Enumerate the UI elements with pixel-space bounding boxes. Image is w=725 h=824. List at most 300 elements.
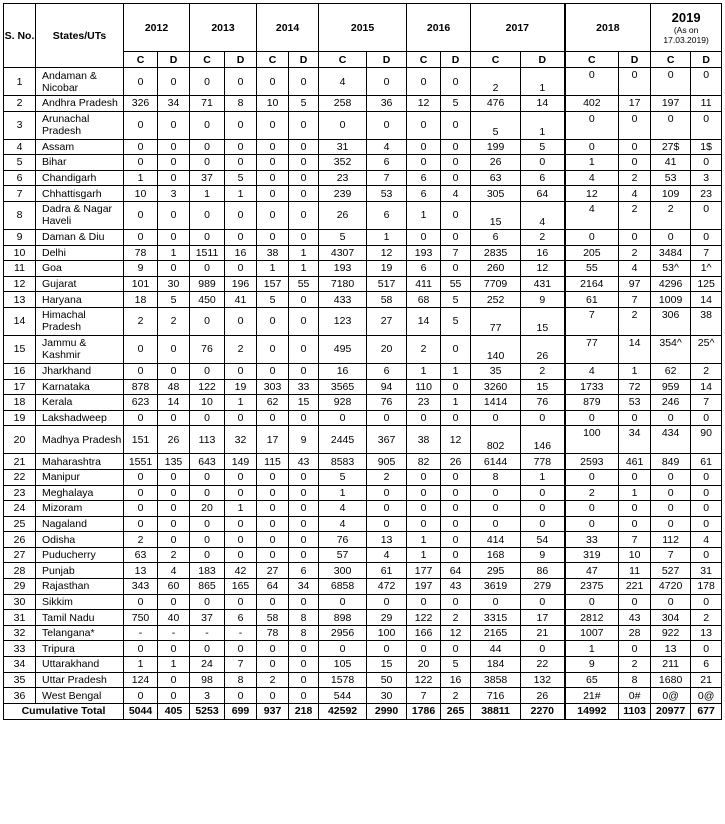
cases-cell: 4296 (651, 276, 691, 292)
cases-cell: 0 (190, 201, 225, 229)
cases-cell: 3315 (471, 610, 521, 626)
deaths-cell: 0 (521, 155, 565, 171)
cases-cell: 0 (565, 410, 619, 426)
cases-cell: 12 (407, 96, 441, 112)
cases-cell: 0 (471, 410, 521, 426)
deaths-cell: 0 (441, 139, 471, 155)
total-cell: 42592 (319, 703, 367, 719)
deaths-cell: 28 (619, 625, 651, 641)
row-number: 30 (4, 594, 36, 610)
cases-cell: 0 (124, 641, 158, 657)
deaths-cell: 7 (691, 245, 722, 261)
cases-cell: 0 (257, 307, 289, 335)
deaths-cell: 14 (619, 335, 651, 363)
state-name: Dadra & Nagar Haveli (36, 201, 124, 229)
cases-cell: 0 (190, 532, 225, 548)
cases-cell: 0 (257, 532, 289, 548)
cases-cell: 53^ (651, 261, 691, 277)
c-header: C (407, 52, 441, 68)
cases-cell: 1 (124, 170, 158, 186)
state-name: Chandigarh (36, 170, 124, 186)
cases-cell: 0 (257, 111, 289, 139)
cases-cell: 2165 (471, 625, 521, 641)
cases-cell: 41 (651, 155, 691, 171)
row-number: 21 (4, 454, 36, 470)
deaths-cell: 2 (367, 469, 407, 485)
row-number: 11 (4, 261, 36, 277)
state-name: Jammu & Kashmir (36, 335, 124, 363)
deaths-cell: 6 (367, 363, 407, 379)
cases-cell: 168 (471, 547, 521, 563)
cases-cell: 0 (257, 485, 289, 501)
deaths-cell: 0 (289, 547, 319, 563)
deaths-cell: 1 (225, 186, 257, 202)
state-name: Himachal Pradesh (36, 307, 124, 335)
cases-cell: 0 (407, 641, 441, 657)
total-cell: 5044 (124, 703, 158, 719)
d-header: D (367, 52, 407, 68)
deaths-cell: 2 (691, 363, 722, 379)
deaths-cell: 64 (521, 186, 565, 202)
total-cell: 5253 (190, 703, 225, 719)
cases-cell: 0 (565, 111, 619, 139)
cases-cell: 184 (471, 657, 521, 673)
table-row (4, 688, 722, 704)
deaths-cell: 27 (367, 307, 407, 335)
year-header: 2017 (471, 4, 565, 52)
deaths-cell: 0 (289, 469, 319, 485)
cases-cell: 928 (319, 395, 367, 411)
state-name: Lakshadweep (36, 410, 124, 426)
deaths-cell: 6 (521, 170, 565, 186)
deaths-cell: 196 (225, 276, 257, 292)
deaths-cell: 165 (225, 579, 257, 595)
cases-cell: 20 (407, 657, 441, 673)
table-row (4, 292, 722, 308)
deaths-cell: 0 (225, 594, 257, 610)
deaths-cell: 26 (521, 335, 565, 363)
cases-cell: 716 (471, 688, 521, 704)
cases-cell: 0 (407, 594, 441, 610)
total-cell: 699 (225, 703, 257, 719)
cases-cell: 193 (319, 261, 367, 277)
cases-cell: 211 (651, 657, 691, 673)
cases-cell: 544 (319, 688, 367, 704)
table-row (4, 201, 722, 229)
state-name: Odisha (36, 532, 124, 548)
cases-cell: 44 (471, 641, 521, 657)
cases-cell: 109 (651, 186, 691, 202)
deaths-cell: 0 (225, 201, 257, 229)
row-number: 26 (4, 532, 36, 548)
deaths-cell: 2 (225, 335, 257, 363)
deaths-cell: 12 (441, 426, 471, 454)
cases-cell: 7180 (319, 276, 367, 292)
cases-cell: 20 (190, 501, 225, 517)
deaths-cell: 0# (619, 688, 651, 704)
deaths-cell: 0 (619, 139, 651, 155)
cases-cell: 7709 (471, 276, 521, 292)
cases-cell: 112 (651, 532, 691, 548)
deaths-cell: 0 (289, 186, 319, 202)
deaths-cell: 0 (367, 501, 407, 517)
state-name: Meghalaya (36, 485, 124, 501)
deaths-cell: 23 (691, 186, 722, 202)
cases-cell: 33 (565, 532, 619, 548)
state-name: Chhattisgarh (36, 186, 124, 202)
deaths-cell: 4 (619, 261, 651, 277)
deaths-cell: 0 (367, 516, 407, 532)
cases-cell: 0 (651, 68, 691, 96)
cases-cell: 1511 (190, 245, 225, 261)
state-name: Uttar Pradesh (36, 672, 124, 688)
deaths-cell: 0 (158, 516, 190, 532)
table-row (4, 454, 722, 470)
year-header: 2015 (319, 4, 407, 52)
cases-cell: 0 (407, 68, 441, 96)
cases-cell: 0 (257, 501, 289, 517)
state-name: Puducherry (36, 547, 124, 563)
deaths-cell: 0 (619, 155, 651, 171)
total-cell: 405 (158, 703, 190, 719)
cases-cell: 1551 (124, 454, 158, 470)
cases-cell: 495 (319, 335, 367, 363)
deaths-cell: 1 (521, 111, 565, 139)
cases-cell: 239 (319, 186, 367, 202)
cases-cell: 252 (471, 292, 521, 308)
table-row (4, 395, 722, 411)
cases-cell: 4307 (319, 245, 367, 261)
cases-cell: 0 (407, 229, 441, 245)
state-name: Gujarat (36, 276, 124, 292)
cases-cell: 0 (124, 688, 158, 704)
cases-cell: 8 (471, 469, 521, 485)
cases-cell: 0 (257, 68, 289, 96)
cases-cell: 0 (651, 410, 691, 426)
deaths-cell: 43 (289, 454, 319, 470)
deaths-cell: 5 (441, 292, 471, 308)
cases-cell: 0 (319, 594, 367, 610)
deaths-cell: 146 (521, 426, 565, 454)
cases-cell: 98 (190, 672, 225, 688)
deaths-cell: 0 (619, 111, 651, 139)
table-row (4, 563, 722, 579)
deaths-cell: 21 (521, 625, 565, 641)
cases-cell: 0 (565, 68, 619, 96)
cases-cell: 82 (407, 454, 441, 470)
deaths-cell: 0 (441, 501, 471, 517)
row-number: 5 (4, 155, 36, 171)
deaths-cell: 0@ (691, 688, 722, 704)
deaths-cell: 0 (619, 410, 651, 426)
cases-cell: 3619 (471, 579, 521, 595)
cases-cell: 4 (319, 516, 367, 532)
table-row (4, 261, 722, 277)
total-cell: 14992 (565, 703, 619, 719)
cases-cell: 2445 (319, 426, 367, 454)
table-row (4, 111, 722, 139)
state-name: Telangana* (36, 625, 124, 641)
table-row (4, 625, 722, 641)
table-row (4, 276, 722, 292)
deaths-cell: 86 (521, 563, 565, 579)
table-row (4, 229, 722, 245)
deaths-cell: 0 (158, 532, 190, 548)
deaths-cell: 0 (441, 547, 471, 563)
deaths-cell: 3 (158, 186, 190, 202)
deaths-cell: 1 (158, 657, 190, 673)
deaths-cell: 125 (691, 276, 722, 292)
cases-cell: 76 (319, 532, 367, 548)
cases-cell: 303 (257, 379, 289, 395)
deaths-cell: 2 (158, 307, 190, 335)
cases-cell: 205 (565, 245, 619, 261)
deaths-cell: 0 (441, 201, 471, 229)
cases-cell: 1414 (471, 395, 521, 411)
row-number: 14 (4, 307, 36, 335)
cases-cell: 0 (124, 68, 158, 96)
row-number: 25 (4, 516, 36, 532)
cases-cell: 0 (257, 229, 289, 245)
row-number: 2 (4, 96, 36, 112)
cases-cell: 0 (407, 111, 441, 139)
deaths-cell: 905 (367, 454, 407, 470)
deaths-cell: 0 (289, 155, 319, 171)
deaths-cell: 55 (289, 276, 319, 292)
cases-cell: 1 (565, 155, 619, 171)
cases-cell: 1 (407, 547, 441, 563)
cases-cell: 113 (190, 426, 225, 454)
total-cell: 20977 (651, 703, 691, 719)
deaths-cell: 0 (289, 229, 319, 245)
cases-cell: 849 (651, 454, 691, 470)
cases-cell: 4 (319, 68, 367, 96)
deaths-cell: 0 (225, 688, 257, 704)
deaths-cell: 0 (289, 501, 319, 517)
deaths-cell: 43 (619, 610, 651, 626)
deaths-cell: 76 (521, 395, 565, 411)
deaths-cell: 11 (691, 96, 722, 112)
cases-cell: 4 (565, 170, 619, 186)
deaths-cell: 0 (441, 379, 471, 395)
deaths-cell: 4 (158, 563, 190, 579)
deaths-cell: 149 (225, 454, 257, 470)
deaths-cell: 0 (158, 688, 190, 704)
deaths-cell: 0 (289, 594, 319, 610)
deaths-cell: 0 (441, 516, 471, 532)
cases-cell: 434 (651, 426, 691, 454)
deaths-cell: 0 (619, 516, 651, 532)
deaths-cell: 0 (225, 641, 257, 657)
row-number: 35 (4, 672, 36, 688)
cases-cell: 0 (651, 111, 691, 139)
cases-cell: 343 (124, 579, 158, 595)
row-number: 19 (4, 410, 36, 426)
deaths-cell: 4 (441, 186, 471, 202)
deaths-cell: 8 (289, 610, 319, 626)
deaths-cell: 41 (225, 292, 257, 308)
state-name: Haryana (36, 292, 124, 308)
cases-cell: 35 (471, 363, 521, 379)
deaths-cell: 0 (691, 201, 722, 229)
cases-cell: 0 (319, 641, 367, 657)
cases-cell: 0 (124, 501, 158, 517)
cases-cell: 3260 (471, 379, 521, 395)
deaths-cell: 15 (521, 307, 565, 335)
cases-cell: 2 (471, 68, 521, 96)
deaths-cell: 15 (289, 395, 319, 411)
cases-cell: 0 (190, 363, 225, 379)
deaths-cell: 76 (367, 395, 407, 411)
deaths-cell: 97 (619, 276, 651, 292)
cases-cell: 5 (319, 229, 367, 245)
deaths-cell: 2 (619, 170, 651, 186)
cases-cell: 2 (124, 532, 158, 548)
deaths-cell: 0 (691, 547, 722, 563)
cases-cell: 122 (190, 379, 225, 395)
deaths-cell: 7 (225, 657, 257, 673)
deaths-cell: 72 (619, 379, 651, 395)
header-row-years (4, 4, 722, 52)
cases-cell: 2835 (471, 245, 521, 261)
cases-cell: 326 (124, 96, 158, 112)
row-number: 22 (4, 469, 36, 485)
cases-cell: 0 (257, 410, 289, 426)
deaths-cell: 0 (289, 111, 319, 139)
deaths-cell: 4 (367, 139, 407, 155)
deaths-cell: 50 (367, 672, 407, 688)
deaths-cell: 0 (225, 363, 257, 379)
c-header: C (124, 52, 158, 68)
deaths-cell: 13 (367, 532, 407, 548)
deaths-cell: 14 (691, 292, 722, 308)
state-name: Goa (36, 261, 124, 277)
cases-cell: 0 (124, 139, 158, 155)
cases-cell: 0 (471, 516, 521, 532)
deaths-cell: 0 (691, 111, 722, 139)
d-header: D (521, 52, 565, 68)
cases-cell: - (124, 625, 158, 641)
state-name: Jharkhand (36, 363, 124, 379)
state-name: Maharashtra (36, 454, 124, 470)
cases-cell: 1 (257, 261, 289, 277)
cases-cell: 0 (407, 501, 441, 517)
row-number: 18 (4, 395, 36, 411)
cases-cell: 10 (190, 395, 225, 411)
deaths-cell: 61 (691, 454, 722, 470)
row-number: 12 (4, 276, 36, 292)
deaths-cell: 0 (619, 594, 651, 610)
deaths-cell: 0 (521, 594, 565, 610)
cases-cell: 922 (651, 625, 691, 641)
state-name: Delhi (36, 245, 124, 261)
deaths-cell: 58 (367, 292, 407, 308)
deaths-cell: - (225, 625, 257, 641)
cases-cell: 0 (124, 111, 158, 139)
cases-cell: 3484 (651, 245, 691, 261)
deaths-cell: 461 (619, 454, 651, 470)
deaths-cell: 26 (441, 454, 471, 470)
cases-cell: 0 (257, 516, 289, 532)
table-row (4, 335, 722, 363)
cases-cell: 77 (565, 335, 619, 363)
cases-cell: 0 (651, 501, 691, 517)
deaths-cell: 0 (225, 261, 257, 277)
cases-cell: 0 (124, 469, 158, 485)
row-number: 28 (4, 563, 36, 579)
deaths-cell: 0 (619, 469, 651, 485)
cases-cell: 62 (651, 363, 691, 379)
cases-cell: 0 (407, 155, 441, 171)
deaths-cell: 53 (619, 395, 651, 411)
row-number: 6 (4, 170, 36, 186)
row-number: 29 (4, 579, 36, 595)
cases-cell: 0 (407, 469, 441, 485)
deaths-cell: 0 (441, 410, 471, 426)
deaths-cell: 8 (289, 625, 319, 641)
table-row (4, 186, 722, 202)
cases-cell: 0 (190, 155, 225, 171)
total-cell: 2990 (367, 703, 407, 719)
deaths-cell: 778 (521, 454, 565, 470)
cases-cell: 879 (565, 395, 619, 411)
deaths-cell: 1^ (691, 261, 722, 277)
deaths-cell: 6 (367, 155, 407, 171)
deaths-cell: 54 (521, 532, 565, 548)
deaths-cell: 431 (521, 276, 565, 292)
table-row (4, 68, 722, 96)
cases-cell: 100 (565, 426, 619, 454)
deaths-cell: 0 (521, 516, 565, 532)
cases-cell: 0 (319, 410, 367, 426)
deaths-cell: 367 (367, 426, 407, 454)
deaths-cell: 40 (158, 610, 190, 626)
cases-cell: 989 (190, 276, 225, 292)
deaths-cell: 5 (441, 307, 471, 335)
deaths-cell: 20 (367, 335, 407, 363)
state-name: Manipur (36, 469, 124, 485)
cases-cell: 0 (190, 229, 225, 245)
cases-cell: 7 (565, 307, 619, 335)
cases-cell: 6144 (471, 454, 521, 470)
row-number: 17 (4, 379, 36, 395)
cases-cell: 4 (319, 501, 367, 517)
cases-cell: 3 (190, 688, 225, 704)
deaths-cell: 0 (691, 155, 722, 171)
deaths-cell: 2 (619, 307, 651, 335)
deaths-cell: 31 (691, 563, 722, 579)
deaths-cell: 0 (158, 594, 190, 610)
cases-cell: 354^ (651, 335, 691, 363)
deaths-cell: 0 (289, 363, 319, 379)
deaths-cell: 0 (441, 532, 471, 548)
cases-cell: 4 (565, 201, 619, 229)
deaths-cell: 15 (521, 379, 565, 395)
table-row (4, 139, 722, 155)
deaths-cell: 0 (289, 139, 319, 155)
cases-cell: 1 (407, 201, 441, 229)
row-number: 27 (4, 547, 36, 563)
deaths-cell: 21 (691, 672, 722, 688)
row-number: 3 (4, 111, 36, 139)
cases-cell: 68 (407, 292, 441, 308)
cases-cell: 0 (190, 594, 225, 610)
cases-cell: 5 (471, 111, 521, 139)
deaths-cell: 0 (225, 547, 257, 563)
cases-cell: 865 (190, 579, 225, 595)
cases-cell: 6 (471, 229, 521, 245)
deaths-cell: 0 (158, 485, 190, 501)
